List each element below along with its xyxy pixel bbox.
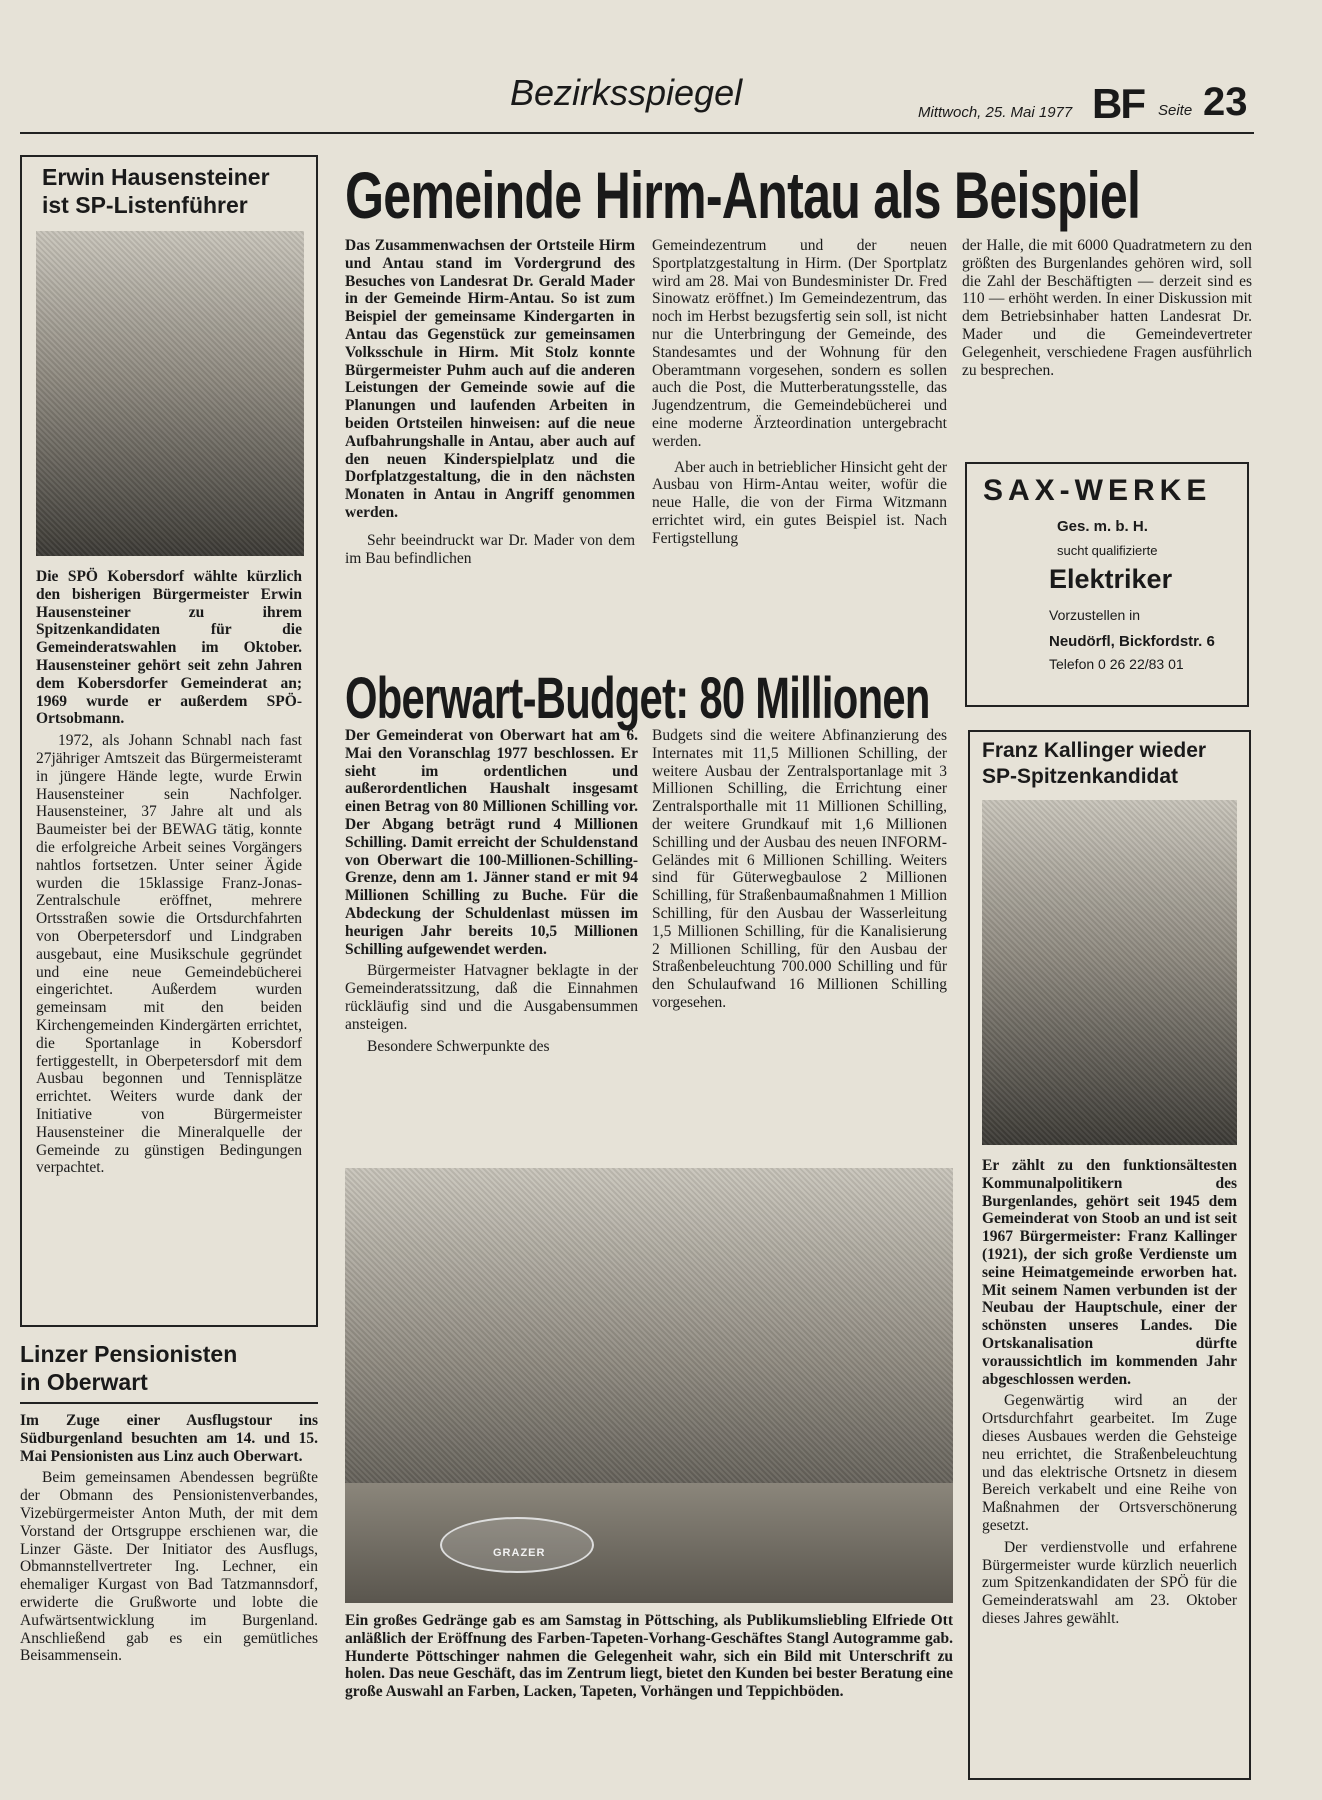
oberwart-col1 — [345, 727, 638, 1059]
sax-werke-ad — [965, 462, 1249, 707]
kallinger-p3: Der verdienstvolle und erfahrene Bürgermeister wurde kürzlich neuerlich zum Spitzenkandidaten der SPÖ für die Gemeinderatswahl am 23. Oktober dieses Jahres gewählt. — [982, 1538, 1237, 1627]
hirm-col1 — [345, 237, 635, 571]
masthead-page-label: Seite — [1158, 102, 1193, 119]
hirm-lead: Das Zusammenwachsen der Ortsteile Hirm und Antau stand im Vordergrund des Besuches von Landesrat Dr. Gerald Mader in der Gemeinde Hirm-Antau. So ist zum Beispiel der gemeinsame Kindergarten in Antau das Gegenstück zur gemeinsamen Volksschule in Hirm. Mit Stolz konnte Bürgermeister Puhm auch auf die anderen Leistungen der Gemeinde sowie auf die Planungen und laufenden Arbeiten in beiden Ortsteilen hinweisen: auf die neue Aufbahrungshalle in Antau, aber auch auf den neuen Kinderspielplatz und die Dorfplatzgestaltung, die in den nächsten Monaten in Antau in Angriff genommen werden. — [345, 237, 635, 521]
headline-line: Erwin Hausensteiner — [42, 164, 270, 190]
hausensteiner-photo — [36, 231, 304, 556]
kallinger-headline — [982, 738, 1237, 790]
linzer-article — [20, 1340, 318, 1758]
ad-company: SAX-WERKE — [983, 474, 1212, 507]
hirm-headline: Gemeinde Hirm-Antau als Beispiel — [345, 158, 1141, 232]
oberwart-headline: Oberwart-Budget: 80 Millionen — [345, 666, 930, 731]
headline-line: ist SP-Listenführer — [42, 192, 248, 218]
masthead-section: Bezirksspiegel — [510, 72, 743, 113]
oberwart-lead: Der Gemeinderat von Oberwart hat am 6. Mai den Voranschlag 1977 beschlossen. Er sieht im ordentlichen und außerordentlichen Haushalt insgesamt einen Betrag von 80 Millionen Schilling vor. Der Abgang beträgt rund 4 Millionen Schilling. Damit erreicht der Schuldenstand von Oberwart die 100-Millionen-Schilling-Grenze, denn am 1. Jänner stand er mit 94 Millionen Schilling zu Buche. Für die Abdeckung der Schuldenlast müssen im heurigen Jahr bereits 10,5 Millionen Schilling aufgewendet werden. — [345, 727, 638, 958]
ad-legal: Ges. m. b. H. — [1057, 518, 1148, 535]
photo-caption: Ein großes Gedränge gab es am Samstag in Pöttsching, als Publikumsliebling Elfriede Ott anläßlich der Eröffnung des Farben-Tapeten-Vorhang-Geschäftes Stangl Autogramme gab. Hunderte Pöttschinger nahmen die Gelegenheit wahr, sich ein Bild mit Unterschrift zu holen. Das neue Geschäft, das im Zentrum liegt, bietet den Kunden bei bester Beratung eine große Auswahl an Farben, Lacken, Tapeten, Vorhängen und Teppichböden. — [345, 1612, 953, 1701]
photo-ashtray-text: GRAZER — [493, 1547, 546, 1559]
ad-address: Neudörfl, Bickfordstr. 6 — [1049, 633, 1215, 650]
photo-table — [345, 1483, 953, 1603]
oberwart-col1-p2: Bürgermeister Hatvagner beklagte in der Gemeinderatssitzung, daß die Einnahmen rückläufig sind und die Ausgabensummen ansteigen. — [345, 962, 638, 1033]
ad-phone: Telefon 0 26 22/83 01 — [1049, 656, 1184, 672]
hirm-col2-p2: Aber auch in betrieblicher Hinsicht geht der Ausbau von Hirm-Antau weiter, wofür die neue Halle, die von der Firma Witzmann errichtet wird, ein gutes Beispiel ist. Nach Fertigstellung — [652, 458, 947, 547]
oberwart-col2-text: Budgets sind die weitere Abfinanzierung des Internates mit 11,5 Millionen Schilling, der weitere Ausbau der Zentralsportanlage mit 3 Millionen Schilling, die Errichtung einer Zentralsporthalle mit 11 Millionen Schilling, der weitere Grundkauf mit 1,6 Millionen Schilling und der Ausbau des neuen INFORM-Geländes mit 6 Millionen Schilling. Weiters sind für Güterwegbaulose 2 Millionen Schilling, für Straßenbaumaßnahmen 1 Million Schilling, für den Ausbau der Wasserleitung 1,5 Millionen Schilling, für die Kanalisierung 2 Millionen Schilling, für den Ausbau der Straßenbeleuchtung 700.000 Schilling und für den Schulaufwand 16 Millionen Schilling vorgesehen. — [652, 727, 947, 1011]
masthead-date: Mittwoch, 25. Mai 1977 — [918, 104, 1073, 121]
headline-line: Franz Kallinger wieder — [982, 739, 1207, 762]
masthead-logo: BF — [1092, 80, 1144, 127]
pottsching-photo — [345, 1168, 953, 1603]
oberwart-col1-p3: Besondere Schwerpunkte des — [367, 1037, 550, 1055]
linzer-body: Beim gemeinsamen Abendessen begrüßte der Obmann des Pensionistenverbandes, Vizebürgermeister Anton Muth, der mit dem Vorstand der Ortsgruppe erschienen war, die Linzer Gäste. Der Initiator des Ausflugs, Obmannstellvertreter Ing. Lechner, ein ehemaliger Kurgast von Bad Tatzmannsdorf, erwiderte die Grußworte und lobte die Aufwärtsentwicklung im Burgenland. Anschließend gab es ein gemütliches Beisammensein. — [20, 1469, 318, 1665]
hausensteiner-headline — [42, 163, 302, 219]
hirm-col3-text: der Halle, die mit 6000 Quadratmetern zu den größten des Burgenlandes gehören wird, soll die Zahl der Beschäftigten — derzeit sind es 110 — erhöht werden. In einer Diskussion mit dem Betriebsinhaber hatten Landesrat Dr. Mader und die Gemeindevertreter Gelegenheit, verschiedene Fragen ausführlich zu besprechen. — [962, 237, 1252, 379]
kallinger-lead: Er zählt zu den funktionsältesten Kommunalpolitikern des Burgenlandes, gehört seit 1945 dem Gemeinderat von Stoob an und ist seit 1967 Bürgermeister: Franz Kallinger (1921), der sich große Verdienste um seine Heimatgemeinde erworben hat. Mit seinem Namen verbunden ist der Neubau der Hauptschule, einer der schönsten unseres Landes. Die Ortskanalisation dürfte voraussichtlich im kommenden Jahr abgeschlossen werden. — [982, 1157, 1237, 1388]
hirm-col2-p1: Gemeindezentrum und der neuen Sportplatzgestaltung in Hirm. (Der Sportplatz wird am 28. Mai von Bundesminister Dr. Fred Sinowatz eröffnet.) Im Gemeindezentrum, das noch im Herbst bezugsfertig sein soll, ist nicht nur die Unterbringung der Gemeinde, des Standesamtes und der Wohnung für den Oberamtmann vorgesehen, sondern es sollen auch die Post, die Mutterberatungsstelle, das Jugendzentrum, die Gemeindebücherei und eine moderne Ärzteordination untergebracht werden. — [652, 237, 947, 450]
kallinger-photo — [982, 800, 1237, 1145]
headline-line: SP-Spitzenkandidat — [982, 765, 1179, 788]
linzer-lead: Im Zuge einer Ausflugstour ins Südburgenland besuchten am 14. und 15. Mai Pensionisten aus Linz auch Oberwart. — [20, 1412, 318, 1465]
headline-line: Linzer Pensionisten — [20, 1341, 238, 1367]
hausensteiner-lead: Die SPÖ Kobersdorf wählte kürzlich den bisherigen Bürgermeister Erwin Hausensteiner zu ihrem Spitzenkandidaten für die Gemeinderatswahlen im Oktober. Hausensteiner gehört seit zehn Jahren dem Kobersdorfer Gemeinderat an; 1969 wurde er außerdem SPÖ-Ortsobmann. — [36, 568, 302, 728]
ad-seeks: sucht qualifizierte — [1057, 543, 1158, 558]
ad-contact: Vorzustellen in — [1049, 607, 1141, 623]
headline-line: in Oberwart — [20, 1369, 148, 1395]
masthead-rule — [20, 132, 1254, 134]
oberwart-col2 — [652, 727, 947, 1016]
hirm-col2 — [652, 237, 947, 552]
masthead-page-number: 23 — [1203, 80, 1248, 124]
hausensteiner-body: 1972, als Johann Schnabl nach fast 27jähriger Amtszeit das Bürgermeisteramt in jüngere Hände legte, wurde Erwin Hausensteiner sein Nachfolger. Hausensteiner, 37 Jahre alt und als Baumeister bei der BEWAG tätig, konnte die erfolgreiche Arbeit seines Vorgängers nahtlos fortsetzen. Unter seiner Ägide wurden die 15klassige Franz-Jonas-Zentralschule eröffnet, mehrere Ortsstraßen sowie die Ortsdurchfahrten von Oberpetersdorf und Lindgraben ausgebaut, eine Musikschule gegründet und eine neue Gemeindebücherei eingerichtet. Außerdem wurden gemeinsam mit den beiden Kirchengemeinden Kindergärten errichtet, die Sportanlage in Kobersdorf fertiggestellt, in Oberpetersdorf mit dem Ausbau begonnen und Tennisplätze errichtet. Weiters wurde dank der Initiative von Bürgermeister Hausensteiner die Mineralquelle der Gemeinde zu günstigen Bedingungen verpachtet. — [36, 732, 302, 1177]
hausensteiner-box — [20, 155, 318, 1327]
hirm-col3 — [962, 237, 1252, 383]
hirm-col1-body: Sehr beeindruckt war Dr. Mader von dem im Bau befindlichen — [345, 531, 635, 567]
kallinger-p2: Gegenwärtig wird an der Ortsdurchfahrt gearbeitet. Im Zuge dieses Ausbaues werden die Gehsteige neu errichtet, die Straßenbeleuchtung und das elektrische Ortsnetz in diesem Bereich verkabelt und eine Reihe von Maßnahmen der Ortsverschönerung gesetzt. — [982, 1392, 1237, 1534]
kallinger-box — [968, 730, 1251, 1780]
linzer-rule — [20, 1402, 318, 1404]
ad-job: Elektriker — [1049, 564, 1173, 594]
linzer-headline — [20, 1340, 318, 1396]
photo-ashtray — [440, 1517, 594, 1573]
